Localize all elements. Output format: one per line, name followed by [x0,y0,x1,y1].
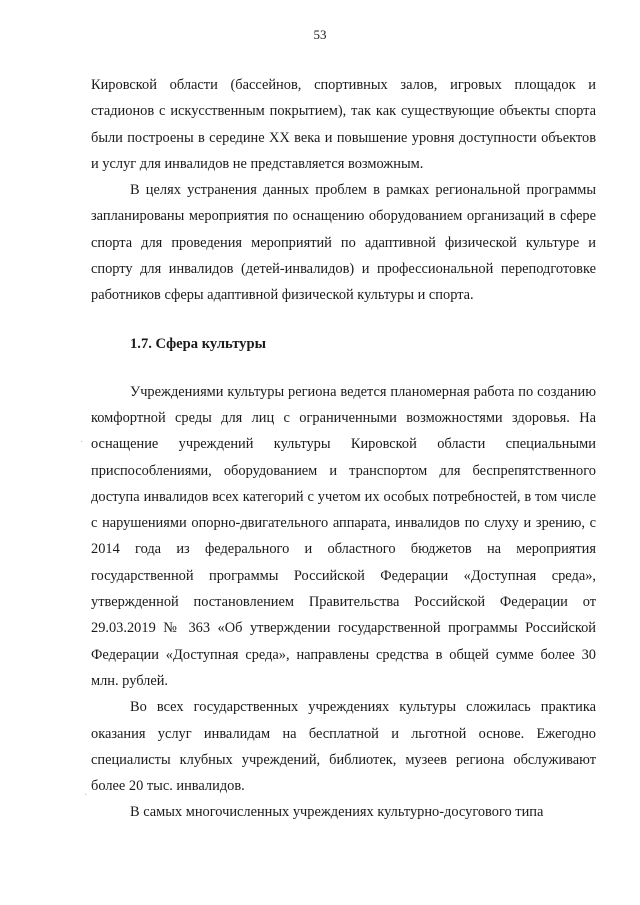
paragraph-state-institutions: Во всех государственных учреждениях культуры сложилась практика оказания услуг инвалидам на бесплатной и льготной основе. Ежегодно специалисты клубных учреждений, библиотек, музеев региона обслуживают более 20 тыс. инвалидов. [91,699,596,795]
section-heading-culture: 1.7. Сфера культуры [130,335,266,352]
page-number: 53 [313,27,327,42]
paragraph-leisure-institutions: В самых многочисленных учреждениях культурно-досугового типа [130,804,544,821]
document-body [91,72,596,826]
paragraph-culture-institutions: Учреждениями культуры региона ведется планомерная работа по созданию комфортной среды для лиц с ограниченными возможностями здоровья. На оснащение учреждений культуры Кировской области специальными приспособлениями, оборудованием и транспортом для беспрепятственного доступа инвалидов всех категорий с учетом их особых потребностей, в том числе с нарушениями опорно-двигательного аппарата, инвалидов по слуху и зрению, с 2014 года из федерального и областного бюджетов на мероприятия государственной программы Российской Федерации «Доступная среда», утвержденной постановлением Правительства Российской Федерации от 29.03.2019 № 363 «Об утверждении государственной программы Российской Федерации «Доступная среда», направлены средства в общей сумме более 30 млн. рублей. [91,383,596,689]
scan-speck: · [84,790,88,801]
paragraph-regional-program: В целях устранения данных проблем в рамках региональной программы запланированы мероприятия по оснащению оборудованием организаций в сфере спорта для проведения мероприятий по адаптивной физической культуре и спорту для инвалидов (детей-инвалидов) и профессиональной переподготовке работников сферы адаптивной физической культуры и спорта. [91,182,596,304]
paragraph-sport-facilities: Кировской области (бассейнов, спортивных залов, игровых площадок и стадионов с искусственным покрытием), так как существующие объекты спорта были построены в середине XX века и повышение уровня доступности объектов и услуг для инвалидов не представляется возможным. [91,77,596,172]
scan-speck: · [80,437,84,448]
